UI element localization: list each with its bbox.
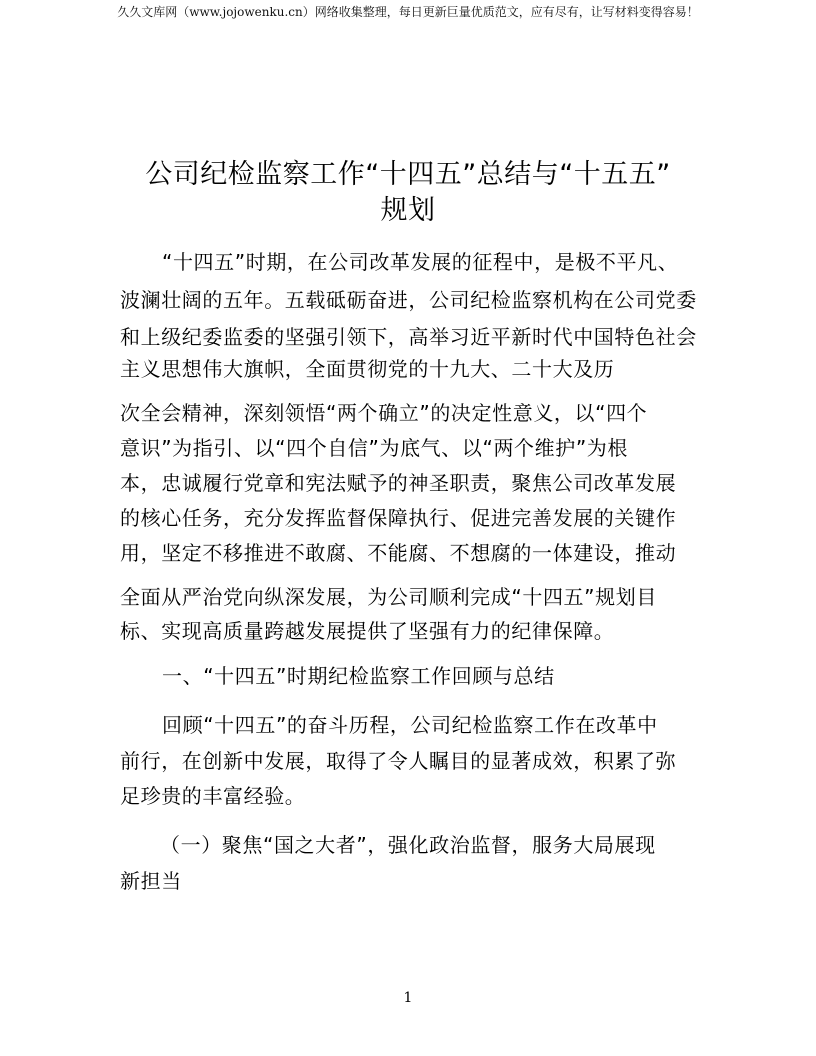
section-heading-1: 一、“十四五”时期纪检监察工作回顾与总结 (162, 664, 555, 688)
header-source-note: 久久文库网（www.jojowenku.cn）网络收集整理，每日更新巨量优质范文，应有尽有，让写材料变得容易！ (117, 5, 699, 19)
page-number: 1 (403, 990, 413, 1006)
paragraph-3-line-2: 标、实现高质量跨越发展提供了坚强有力的纪律保障。 (120, 619, 615, 643)
paragraph-2-line-3: 本，忠诚履行党章和宪法赋予的神圣职责，聚焦公司改革发展 (120, 471, 677, 495)
paragraph-3-line-1: 全面从严治党向纵深发展，为公司顺利完成“十四五”规划目 (120, 585, 657, 609)
paragraph-1-line-3: 和上级纪委监委的坚强引领下，高举习近平新时代中国特色社会 (120, 325, 697, 349)
paragraph-1-line-1: “十四五”时期，在公司改革发展的征程中，是极不平凡、 (162, 250, 679, 274)
paragraph-1-line-4: 主义思想伟大旗帜，全面贯彻党的十九大、二十大及历 (120, 357, 615, 381)
paragraph-2-line-5: 用，坚定不移推进不敢腐、不能腐、不想腐的一体建设，推动 (120, 541, 677, 565)
document-title-line-1: 公司纪检监察工作“十四五”总结与“十五五” (145, 159, 671, 190)
paragraph-2-line-2: 意识”为指引、以“四个自信”为底气、以“两个维护”为根 (120, 436, 629, 460)
paragraph-4-line-3: 足珍贵的丰富经验。 (120, 784, 306, 808)
document-title-line-2: 规划 (380, 195, 436, 226)
subsection-heading-1-line-2: 新担当 (120, 869, 182, 893)
paragraph-4-line-1: 回顾“十四五”的奋斗历程，公司纪检监察工作在改革中 (162, 713, 658, 737)
subsection-heading-1-line-1: （一）聚焦“国之大者”，强化政治监督，服务大局展现 (160, 833, 656, 857)
paragraph-2-line-1: 次全会精神，深刻领悟“两个确立”的决定性意义，以“四个 (120, 401, 648, 425)
paragraph-2-line-4: 的核心任务，充分发挥监督保障执行、促进完善发展的关键作 (120, 506, 677, 530)
paragraph-1-line-2: 波澜壮阔的五年。五载砥砺奋进，公司纪检监察机构在公司党委 (120, 288, 697, 312)
paragraph-4-line-2: 前行，在创新中发展，取得了令人瞩目的显著成效，积累了弥 (120, 749, 677, 773)
